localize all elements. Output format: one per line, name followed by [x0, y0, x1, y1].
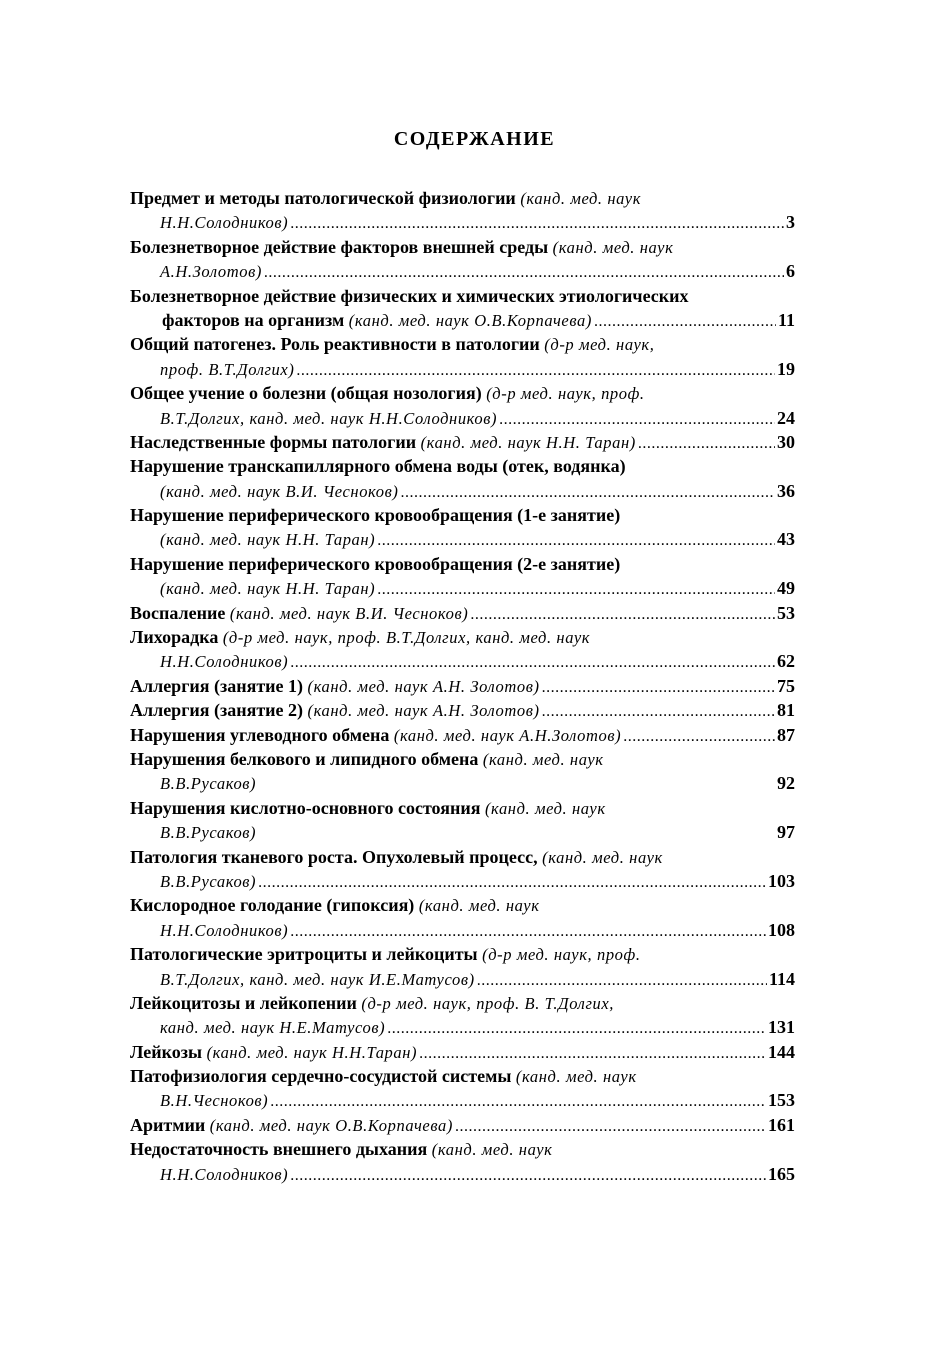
toc-entry-title: Нарушения кислотно-основного состояния — [130, 797, 481, 818]
leader-dots — [542, 700, 775, 724]
toc-entry-page: 11 — [777, 309, 795, 330]
toc-entry-title: Наследственные формы патологии — [130, 431, 417, 452]
toc-line — [130, 210, 795, 234]
toc-entry-page: 87 — [777, 724, 795, 745]
toc-entry-author: В.В.Русаков) — [160, 823, 257, 843]
toc-entry-author: (канд. мед. наук В.И. Чесноков) — [229, 603, 469, 623]
toc-entry-author: (д-р мед. наук, проф. — [482, 945, 641, 965]
toc-entry-title: Лейкозы — [130, 1041, 203, 1062]
toc-entry-author: (канд. мед. наук Н.Н. Таран) — [160, 579, 376, 599]
toc-entry-page: 81 — [777, 700, 795, 721]
leader-dots — [387, 1017, 766, 1041]
toc-entry-page: 153 — [768, 1090, 795, 1111]
table-of-contents — [130, 186, 795, 1186]
toc-entry-page: 103 — [768, 870, 795, 891]
leader-dots — [400, 481, 775, 505]
toc-line — [130, 1015, 795, 1039]
toc-entry-author: В.Т.Долгих, канд. мед. наук И.Е.Матусов) — [160, 969, 475, 989]
toc-entry-title: Нарушение периферического кровообращения (1-е занятие) — [130, 505, 621, 526]
toc-entry-author: (канд. мед. наук А.Н.Золотов) — [393, 725, 622, 745]
toc-entry-title: Болезнетворное действие факторов внешней среды — [130, 236, 549, 257]
toc-entry-page: 49 — [777, 578, 795, 599]
toc-entry-author: (д-р мед. наук, проф. В.Т.Долгих, канд. мед. наук — [222, 628, 591, 648]
leader-dots — [470, 603, 775, 627]
toc-entry-author: (канд. мед. наук Н.Н. Таран) — [420, 432, 636, 452]
toc-line — [130, 967, 795, 991]
toc-line — [130, 430, 795, 454]
toc-entry-author: (канд. мед. наук — [484, 798, 606, 818]
toc-line — [130, 186, 795, 210]
toc-line — [130, 674, 795, 698]
toc-entry-page: 24 — [777, 407, 795, 428]
leader-dots — [377, 578, 775, 602]
toc-entry-title: Болезнетворное действие физических и химических этиологических — [130, 285, 689, 306]
toc-entry-author: (канд. мед. наук Н.Н.Таран) — [206, 1042, 418, 1062]
toc-entry-title: Аллергия (занятие 1) — [130, 675, 304, 696]
toc-line — [130, 479, 795, 503]
toc-line — [130, 747, 795, 771]
toc-line — [130, 796, 795, 820]
toc-line — [130, 649, 795, 673]
toc-entry-author: (канд. мед. наук В.И. Чесноков) — [160, 481, 399, 501]
toc-entry-author: (канд. мед. наук — [552, 237, 674, 257]
toc-line — [130, 893, 795, 917]
leader-dots — [290, 920, 766, 944]
toc-entry-title: Патология тканевого роста. Опухолевый процесс, — [130, 846, 538, 867]
toc-entry-author: (канд. мед. наук А.Н. Золотов) — [307, 701, 540, 721]
toc-line — [130, 259, 795, 283]
toc-line — [130, 991, 795, 1015]
toc-line — [130, 1040, 795, 1064]
toc-entry-author: (д-р мед. наук, проф. — [486, 384, 645, 404]
toc-entry-author: В.Т.Долгих, канд. мед. наук Н.Н.Солодников) — [160, 408, 498, 428]
toc-entry-title: Лихорадка — [130, 627, 219, 648]
toc-line — [130, 869, 795, 893]
toc-entry-author: (канд. мед. наук — [482, 749, 604, 769]
leader-dots — [258, 871, 766, 895]
toc-entry-title: Кислородное голодание (гипоксия) — [130, 895, 415, 916]
toc-entry-author: (канд. мед. наук — [515, 1067, 637, 1087]
toc-line — [130, 723, 795, 747]
toc-entry-page: 97 — [777, 822, 795, 843]
toc-entry-page: 36 — [777, 480, 795, 501]
leader-dots — [264, 261, 784, 285]
leader-dots — [290, 651, 775, 675]
toc-entry-author: В.Н.Чесноков) — [160, 1091, 269, 1111]
toc-entry-page: 19 — [777, 358, 795, 379]
toc-entry-author: канд. мед. наук Н.Е.Матусов) — [160, 1018, 386, 1038]
leader-dots — [638, 432, 775, 456]
toc-line — [130, 1088, 795, 1112]
toc-line — [130, 552, 795, 576]
toc-entry-author: В.В.Русаков) — [160, 871, 257, 891]
toc-line — [130, 406, 795, 430]
toc-entry-title: Общий патогенез. Роль реактивности в патологии — [130, 334, 540, 355]
page-title: СОДЕРЖАНИЕ — [393, 128, 556, 150]
toc-line — [130, 1113, 795, 1137]
toc-entry-page: 114 — [768, 968, 795, 989]
toc-entry-page: 53 — [777, 602, 795, 623]
toc-entry-title: Нарушение периферического кровообращения (2-е занятие) — [130, 553, 621, 574]
toc-entry-title: факторов на организм — [162, 309, 345, 330]
toc-entry-author: Н.Н.Солодников) — [160, 1164, 289, 1184]
toc-entry-author: Н.Н.Солодников) — [160, 652, 289, 672]
toc-entry-page: 92 — [777, 773, 795, 794]
toc-entry-title: Аритмии — [130, 1114, 206, 1135]
leader-dots — [542, 676, 775, 700]
toc-entry-author: (канд. мед. наук О.В.Корпачева) — [209, 1115, 453, 1135]
toc-entry-author: (д-р мед. наук, проф. В. Т.Долгих, — [361, 993, 614, 1013]
leader-dots — [270, 1090, 766, 1114]
toc-line — [130, 1064, 795, 1088]
toc-line — [130, 918, 795, 942]
toc-line — [130, 284, 795, 308]
toc-entry-author: Н.Н.Солодников) — [160, 213, 289, 233]
toc-entry-author: (канд. мед. наук — [418, 896, 540, 916]
leader-dots — [499, 408, 775, 432]
toc-line — [130, 576, 795, 600]
toc-entry-title: Недостаточность внешнего дыхания — [130, 1139, 428, 1160]
toc-entry-page: 161 — [768, 1114, 795, 1135]
leader-dots — [377, 529, 775, 553]
toc-entry-author: (д-р мед. наук, — [544, 335, 655, 355]
toc-entry-page: 131 — [768, 1017, 795, 1038]
toc-entry-page: 6 — [786, 261, 795, 282]
toc-line — [130, 771, 795, 795]
leader-dots — [296, 359, 775, 383]
leader-dots — [290, 1164, 766, 1188]
toc-line — [130, 820, 795, 844]
toc-entry-title: Нарушения углеводного обмена — [130, 724, 390, 745]
toc-line — [130, 601, 795, 625]
toc-line — [130, 454, 795, 478]
leader-dots — [623, 725, 775, 749]
toc-entry-author: (канд. мед. наук — [520, 189, 642, 208]
toc-line — [130, 1162, 795, 1186]
toc-entry-page: 3 — [786, 212, 795, 233]
toc-line — [130, 845, 795, 869]
toc-entry-title: Общее учение о болезни (общая нозология) — [130, 383, 482, 404]
toc-entry-page: 75 — [777, 675, 795, 696]
toc-entry-title: Воспаление — [130, 602, 226, 623]
leader-dots — [455, 1115, 766, 1139]
toc-line — [130, 381, 795, 405]
toc-line — [130, 625, 795, 649]
toc-line — [130, 942, 795, 966]
leader-dots — [477, 969, 767, 993]
toc-entry-author: (канд. мед. наук А.Н. Золотов) — [307, 676, 540, 696]
toc-entry-author: (канд. мед. наук О.В.Корпачева) — [348, 310, 592, 330]
toc-entry-title: Нарушения белкового и липидного обмена — [130, 748, 479, 769]
toc-line — [130, 527, 795, 551]
toc-entry-title: Патофизиология сердечно-сосудистой системы — [130, 1066, 512, 1087]
toc-entry-author: (канд. мед. наук Н.Н. Таран) — [160, 530, 376, 550]
toc-line — [130, 308, 795, 332]
toc-entry-author: В.В.Русаков) — [160, 774, 257, 794]
toc-line — [130, 332, 795, 356]
leader-dots — [594, 310, 776, 334]
toc-line — [130, 503, 795, 527]
toc-entry-page: 43 — [777, 529, 795, 550]
toc-entry-title: Предмет и методы патологической физиологии — [130, 188, 516, 208]
toc-entry-title: Патологические эритроциты и лейкоциты — [130, 944, 478, 965]
leader-dots — [419, 1042, 766, 1066]
leader-dots — [290, 212, 784, 236]
toc-entry-author: (канд. мед. наук — [542, 847, 663, 867]
toc-line — [130, 1137, 795, 1161]
toc-entry-author: Н.Н.Солодников) — [160, 920, 289, 940]
toc-entry-author: проф. В.Т.Долгих) — [160, 359, 295, 379]
toc-entry-title: Нарушение транскапиллярного обмена воды (отек, водянка) — [130, 456, 626, 477]
toc-line — [130, 235, 795, 259]
toc-entry-page: 165 — [768, 1163, 795, 1184]
toc-entry-page: 144 — [768, 1041, 795, 1062]
toc-line — [130, 698, 795, 722]
toc-line — [130, 357, 795, 381]
toc-entry-page: 30 — [777, 431, 795, 452]
toc-entry-page: 108 — [768, 919, 795, 940]
toc-entry-title: Лейкоцитозы и лейкопении — [130, 992, 357, 1013]
toc-entry-author: (канд. мед. наук — [431, 1140, 553, 1160]
toc-entry-title: Аллергия (занятие 2) — [130, 700, 304, 721]
toc-entry-author: А.Н.Золотов) — [160, 262, 262, 282]
toc-entry-page: 62 — [777, 651, 795, 672]
